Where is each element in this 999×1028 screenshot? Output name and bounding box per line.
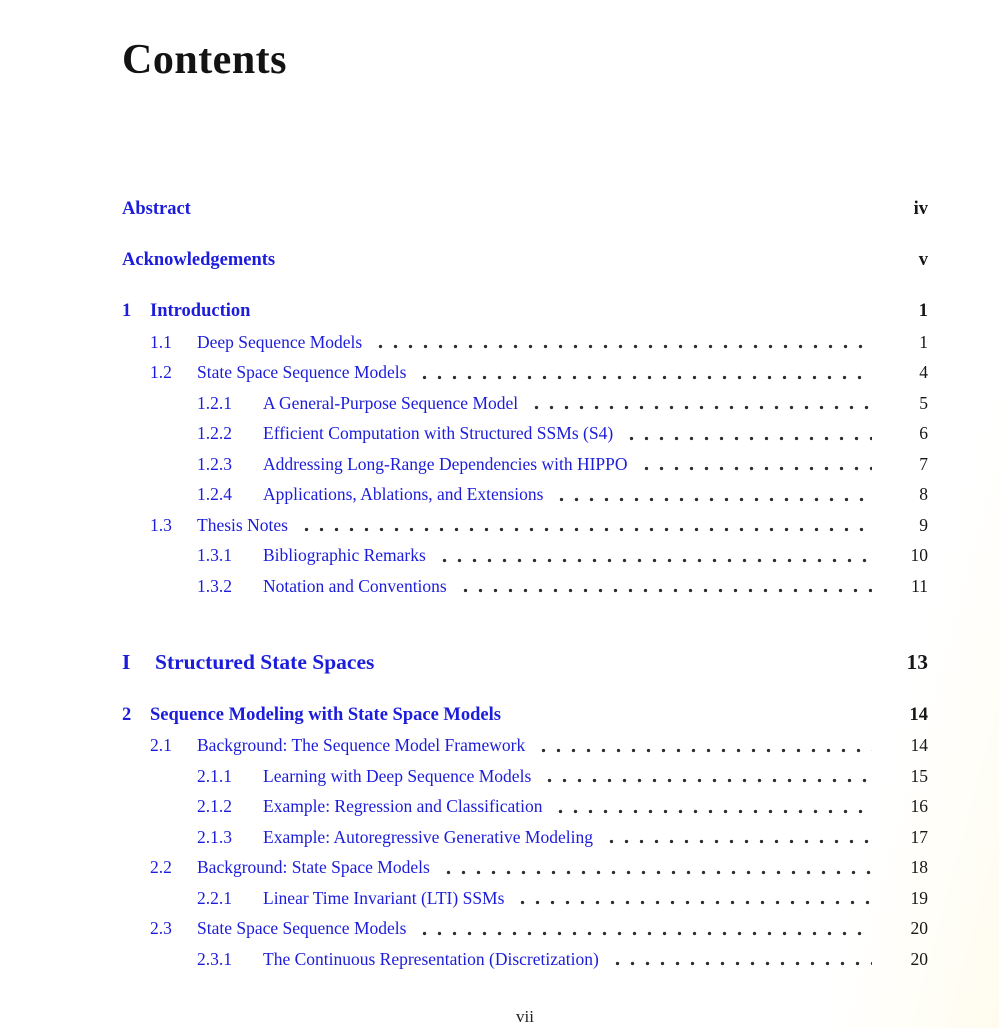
- toc-entry-part: [122, 645, 928, 679]
- toc-list: [122, 194, 928, 974]
- toc-entry-link[interactable]: Learning with Deep Sequence Models: [263, 765, 532, 786]
- toc-entry-subsection: [122, 571, 928, 602]
- toc-entry-number[interactable]: 2.3.1: [197, 948, 232, 969]
- toc-entry-number[interactable]: 1.1: [150, 331, 172, 352]
- toc-entry-number[interactable]: 2.1.2: [197, 796, 232, 816]
- spacer: [508, 700, 872, 731]
- toc-entry-number[interactable]: 1.2.2: [197, 423, 232, 443]
- dot-leader: [369, 327, 872, 358]
- toc-entry-subsection: [122, 761, 928, 792]
- dot-leader: [437, 852, 872, 883]
- toc-entry-number[interactable]: 2.2.1: [197, 887, 232, 908]
- toc-entry-page-number: 6: [919, 423, 928, 443]
- page-title: Contents: [122, 37, 288, 83]
- toc-entry-link[interactable]: Thesis Notes: [197, 514, 288, 535]
- toc-entry-link[interactable]: The Continuous Representation (Discretization): [263, 948, 599, 969]
- dot-leader: [620, 418, 872, 449]
- dot-leader: [606, 944, 872, 975]
- toc-entry-link[interactable]: Notation and Conventions: [263, 575, 447, 596]
- toc-entry-number[interactable]: 1.3: [150, 514, 172, 535]
- toc-entry-page-number: 17: [910, 826, 928, 847]
- toc-entry-chapter: [122, 296, 928, 327]
- dot-leader: [538, 761, 872, 792]
- toc-entry-page-number: 9: [919, 514, 928, 535]
- toc-entry-subsection: [122, 479, 928, 510]
- toc-entry-page-number: 7: [919, 453, 928, 474]
- toc-entry-page-number: 5: [919, 392, 928, 413]
- toc-entry-subsection: [122, 388, 928, 419]
- toc-entry-number[interactable]: 1: [122, 301, 132, 321]
- dot-leader: [550, 479, 872, 510]
- toc-entry-number[interactable]: 1.2: [150, 362, 172, 382]
- toc-entry-section: [122, 852, 928, 883]
- toc-entry-number[interactable]: 1.3.2: [197, 575, 232, 596]
- toc-entry-link[interactable]: Introduction: [150, 301, 251, 321]
- toc-entry-link[interactable]: Linear Time Invariant (LTI) SSMs: [263, 887, 505, 908]
- toc-entry-link[interactable]: Efficient Computation with Structured SSMs (S4): [263, 423, 614, 443]
- dot-leader: [511, 883, 872, 914]
- toc-entry-link[interactable]: Acknowledgements: [122, 250, 276, 270]
- spacer: [282, 245, 872, 276]
- toc-entry-link[interactable]: Structured State Spaces: [155, 650, 375, 674]
- toc-entry-link[interactable]: Addressing Long-Range Dependencies with HIPPO: [263, 453, 628, 474]
- dot-leader: [532, 730, 872, 761]
- toc-entry-page-number: 20: [910, 918, 928, 938]
- toc-entry-subsection: [122, 418, 928, 449]
- toc-entry-page-number: 18: [910, 857, 928, 877]
- toc-entry-link[interactable]: Example: Autoregressive Generative Modeling: [263, 826, 593, 847]
- toc-entry-subsection: [122, 791, 928, 822]
- toc-entry-link[interactable]: Applications, Ablations, and Extensions: [263, 484, 544, 504]
- toc-entry-page-number: 10: [910, 545, 928, 565]
- toc-entry-page-number: 1: [918, 301, 928, 321]
- toc-entry-link[interactable]: A General-Purpose Sequence Model: [263, 392, 519, 413]
- toc-entry-number[interactable]: 2.2: [150, 857, 172, 877]
- toc-entry-subsection: [122, 822, 928, 853]
- toc-entry-number[interactable]: 1.2.3: [197, 453, 232, 474]
- toc-entry-section: [122, 327, 928, 358]
- dot-leader: [413, 357, 872, 388]
- toc-entry-page-number: 16: [910, 796, 928, 816]
- toc-entry-page-number: 19: [910, 887, 928, 908]
- toc-entry-link[interactable]: State Space Sequence Models: [197, 362, 407, 382]
- toc-entry-link[interactable]: Deep Sequence Models: [197, 331, 363, 352]
- toc-entry-number[interactable]: I: [122, 650, 131, 674]
- dot-leader: [413, 913, 872, 944]
- toc-entry-chapter: [122, 700, 928, 731]
- dot-leader: [454, 571, 872, 602]
- toc-entry-page-number: iv: [913, 199, 928, 219]
- toc-entry-link[interactable]: Bibliographic Remarks: [263, 545, 426, 565]
- toc-entry-section: [122, 510, 928, 541]
- dot-leader: [525, 388, 872, 419]
- toc-entry-number[interactable]: 1.3.1: [197, 545, 232, 565]
- toc-entry-section: [122, 730, 928, 761]
- toc-entry-page-number: 15: [910, 765, 928, 786]
- dot-leader: [635, 449, 872, 480]
- dot-leader: [549, 791, 872, 822]
- toc-entry-page-number: 20: [910, 948, 928, 969]
- toc-entry-link[interactable]: Background: State Space Models: [197, 857, 430, 877]
- toc-entry-link[interactable]: Example: Regression and Classification: [263, 796, 543, 816]
- folio-page-number: vii: [516, 1007, 534, 1026]
- toc-entry-section: [122, 913, 928, 944]
- toc-entry-page-number: 11: [911, 575, 928, 596]
- dot-leader: [600, 822, 872, 853]
- toc-entry-page-number: 14: [909, 704, 928, 725]
- toc-entry-page-number: 8: [919, 484, 928, 504]
- page-body: [122, 36, 928, 974]
- toc-entry-page-number: 13: [906, 650, 928, 674]
- toc-entry-link[interactable]: Sequence Modeling with State Space Models: [150, 704, 501, 725]
- toc-entry-link[interactable]: Abstract: [122, 199, 191, 219]
- toc-entry-front: [122, 245, 928, 276]
- toc-entry-link[interactable]: State Space Sequence Models: [197, 918, 407, 938]
- toc-entry-subsection: [122, 449, 928, 480]
- toc-entry-number[interactable]: 2.1.3: [197, 826, 232, 847]
- toc-entry-number[interactable]: 1.2.4: [197, 484, 232, 504]
- toc-entry-subsection: [122, 883, 928, 914]
- toc-entry-page-number: 4: [919, 362, 928, 382]
- toc-entry-number[interactable]: 2.1.1: [197, 765, 232, 786]
- toc-entry-page-number: 1: [919, 331, 928, 352]
- toc-entry-number[interactable]: 1.2.1: [197, 392, 232, 413]
- toc-entry-link[interactable]: Background: The Sequence Model Framework: [197, 735, 526, 755]
- toc-entry-subsection: [122, 944, 928, 975]
- toc-entry-section: [122, 357, 928, 388]
- spacer: [381, 645, 872, 679]
- toc-entry-page-number: 14: [910, 735, 928, 755]
- toc-entry-front: [122, 194, 928, 225]
- toc-entry-page-number: v: [918, 250, 928, 270]
- toc-entry-number[interactable]: 2.1: [150, 735, 172, 755]
- toc-entry-subsection: [122, 540, 928, 571]
- spacer: [257, 296, 872, 327]
- toc-entry-number[interactable]: 2: [122, 704, 132, 725]
- dot-leader: [295, 510, 872, 541]
- spacer: [198, 194, 872, 225]
- toc-entry-number[interactable]: 2.3: [150, 918, 172, 938]
- dot-leader: [433, 540, 872, 571]
